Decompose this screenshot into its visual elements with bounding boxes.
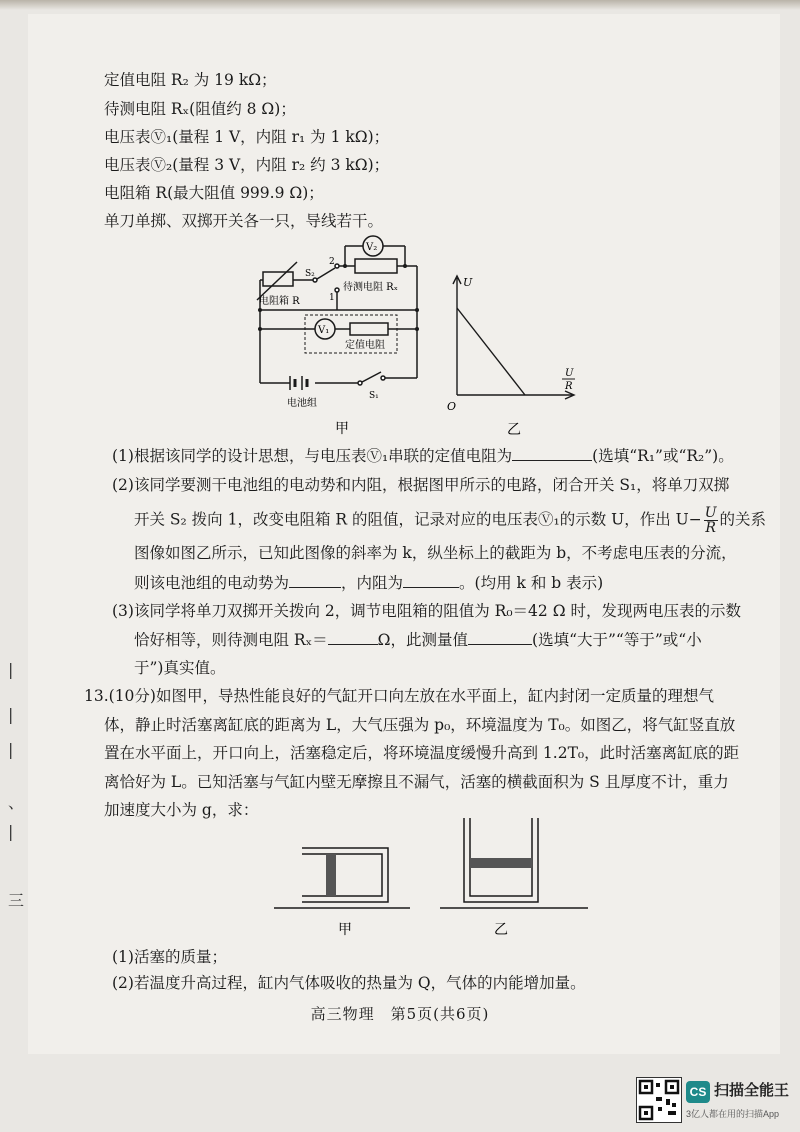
question-12-3b (134, 630, 702, 650)
pos2-label: 2 (329, 257, 335, 267)
answer-blank-resistance[interactable] (403, 573, 459, 588)
q2-d3: 。(均用 k 和 b 表示) (459, 574, 604, 592)
question-12-2b (134, 506, 766, 535)
page-footer: 高三物理 第5页(共6页) (310, 1005, 490, 1023)
question-12-3c: 于”)真实值。 (134, 659, 226, 677)
s1-label: S₁ (369, 391, 379, 401)
margin-mark: 三 (8, 891, 25, 910)
answer-blank-emf[interactable] (289, 573, 341, 588)
equipment-switches: 单刀单掷、双掷开关各一只，导线若干。 (104, 212, 384, 230)
rbox-label: 电阻箱 R (259, 296, 300, 307)
question-13-a: 13.(10分)如图甲，导热性能良好的气缸开口向左放在水平面上，缸内封闭一定质量的理想气 (84, 687, 714, 705)
pos1-label: 1 (329, 293, 335, 303)
cylinder-diagrams (270, 818, 600, 943)
q3-b3: (选填“大于”“等于”或“小 (532, 631, 702, 649)
q2-d1: 则该电池组的电动势为 (134, 574, 290, 592)
equipment-r2: 定值电阻 R₂ 为 19 kΩ； (104, 71, 277, 89)
axis-ur-num: U (565, 368, 574, 379)
margin-mark: | (8, 660, 14, 679)
q1-text: (1)根据该同学的设计思想，与电压表Ⓥ₁串联的定值电阻为 (112, 447, 513, 465)
question-13-2: (2)若温度升高过程，缸内气体吸收的热量为 Q，气体的内能增加量。 (112, 974, 586, 992)
margin-mark: 、 (8, 793, 25, 812)
u-over-r-fraction (704, 506, 718, 535)
equipment-rx: 待测电阻 Rₓ(阻值约 8 Ω)； (104, 100, 296, 118)
equipment-rbox: 电阻箱 R(最大阻值 999.9 Ω)； (104, 184, 324, 202)
answer-blank-rx[interactable] (328, 630, 378, 645)
answer-blank-1[interactable] (512, 446, 592, 461)
piston-jia (326, 854, 336, 896)
margin-mark: | (8, 740, 14, 759)
q2-b2: 的关系 (719, 510, 767, 529)
rx-label: 待测电阻 Rₓ (343, 282, 398, 293)
v2-label: V₂ (366, 242, 378, 253)
cylinder-caption-yi: 乙 (494, 922, 508, 938)
origin-label: O (447, 400, 457, 413)
axis-ur-den: R (565, 381, 573, 392)
question-12-2a: (2)该同学要测干电池组的电动势和内阻，根据图甲所示的电路，闭合开关 S₁，将单刀双掷 (112, 476, 730, 494)
equipment-v1: 电压表Ⓥ₁(量程 1 V，内阻 r₁ 为 1 kΩ)； (104, 128, 390, 146)
graph-yi (445, 270, 585, 438)
question-12-2d (134, 573, 603, 593)
question-13-e: 加速度大小为 g，求： (104, 801, 259, 819)
q3-b1: 恰好相等，则待测电阻 Rₓ＝ (134, 631, 328, 649)
q3-b2: Ω，此测量值 (377, 631, 469, 649)
frac-num: U (704, 505, 717, 521)
question-13-1: (1)活塞的质量； (112, 948, 227, 966)
answer-blank-compare[interactable] (468, 630, 532, 645)
cylinder-caption-jia: 甲 (338, 922, 352, 938)
scanner-watermark (636, 1077, 796, 1125)
question-12-3a: (3)该同学将单刀双掷开关拨向 2，调节电阻箱的阻值为 R₀＝42 Ω 时，发现两电压表的示数 (112, 602, 741, 620)
question-13-c: 置在水平面上，开口向上，活塞稳定后，将环境温度缓慢升高到 1.2T₀，此时活塞离缸底的距 (104, 744, 740, 762)
q1-tail: (选填“R₁”或“R₂”)。 (592, 447, 734, 465)
question-13-d: 离恰好为 L。已知活塞与气缸内壁无摩擦且不漏气，活塞的横截面积为 S 且厚度不计，重力 (104, 773, 729, 791)
battery-label: 电池组 (287, 398, 317, 409)
caption-yi: 乙 (507, 422, 521, 438)
question-12-1 (112, 446, 734, 466)
piston-yi (470, 858, 532, 868)
question-12-2c: 图像如图乙所示，已知此图像的斜率为 k，纵坐标上的截距为 b，不考虑电压表的分流， (134, 544, 737, 562)
camscanner-logo: CS (686, 1081, 710, 1103)
axis-u: U (463, 276, 473, 289)
q2-b1: 开关 S₂ 拨向 1，改变电阻箱 R 的阻值，记录对应的电压表Ⓥ₁的示数 U，作出 U− (134, 510, 702, 529)
equipment-v2: 电压表Ⓥ₂(量程 3 V，内阻 r₂ 约 3 kΩ)； (104, 156, 390, 174)
caption-jia: 甲 (335, 421, 349, 437)
margin-mark: | (8, 705, 14, 724)
qr-code-icon (636, 1077, 682, 1123)
question-13-b: 体，静止时活塞离缸底的距离为 L，大气压强为 p₀，环境温度为 T₀。如图乙，将气缸竖直放 (104, 716, 736, 734)
page-top-edge (0, 0, 800, 10)
frac-den: R (705, 520, 716, 536)
s2-label: S₂ (305, 269, 315, 279)
margin-mark: | (8, 822, 14, 841)
v1-label: V₁ (318, 325, 330, 336)
q2-d2: ，内阻为 (341, 574, 404, 592)
circuit-diagram-jia (245, 228, 445, 438)
scanner-tagline: 3亿人都在用的扫描App (686, 1109, 780, 1119)
scanner-app-name: 扫描全能王 (714, 1082, 790, 1099)
fixed-label: 定值电阻 (345, 340, 385, 351)
